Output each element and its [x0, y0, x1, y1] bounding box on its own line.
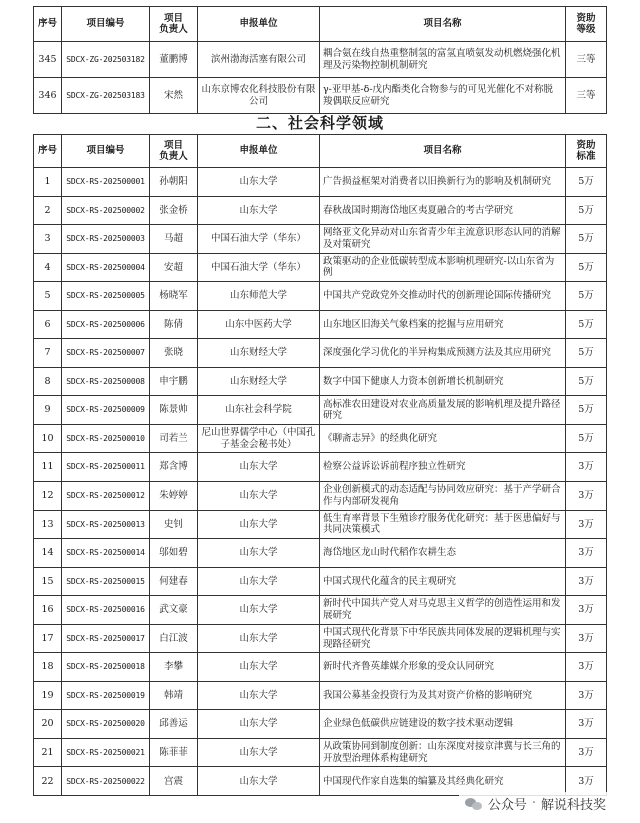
cell-unit: 中国石油大学（华东） [198, 225, 320, 254]
cell-code: SDCX-RS-202500008 [62, 367, 150, 396]
cell-grade: 5万 [566, 367, 607, 396]
table-row [34, 482, 607, 511]
cell-grade: 5万 [566, 396, 607, 425]
cell-code: SDCX-RS-202500001 [62, 168, 150, 197]
cell-index: 20 [34, 710, 62, 739]
table-row [34, 225, 607, 254]
cell-leader: 马超 [150, 225, 198, 254]
cell-index: 16 [34, 596, 62, 625]
cell-leader: 韩靖 [150, 681, 198, 710]
cell-unit: 山东大学 [198, 168, 320, 197]
cell-unit: 山东大学 [198, 482, 320, 511]
cell-grade: 5万 [566, 253, 607, 282]
wechat-icon [465, 797, 483, 811]
cell-code: SDCX-RS-202500007 [62, 339, 150, 368]
separator: · [531, 796, 536, 811]
cell-grade: 5万 [566, 424, 607, 453]
cell-leader: 邬如碧 [150, 539, 198, 568]
header-leader: 项目 负责人 [150, 135, 198, 168]
cell-title: 山东地区旧海关气象档案的挖掘与应用研究 [320, 310, 566, 339]
table-row [34, 539, 607, 568]
cell-index: 18 [34, 653, 62, 682]
cell-leader: 董鹏博 [150, 42, 198, 78]
cell-index: 8 [34, 367, 62, 396]
cell-unit: 山东大学 [198, 567, 320, 596]
wechat-account-badge[interactable] [459, 792, 612, 815]
cell-code: SDCX-RS-202500010 [62, 424, 150, 453]
cell-title: 中国式现代化蕴含的民主观研究 [320, 567, 566, 596]
cell-code: SDCX-RS-202500018 [62, 653, 150, 682]
header-unit: 申报单位 [198, 7, 320, 42]
table-row [34, 453, 607, 482]
cell-leader: 杨晓军 [150, 282, 198, 311]
cell-code: SDCX-RS-202500022 [62, 767, 150, 796]
cell-title: 春秋战国时期海岱地区夷夏融合的考古学研究 [320, 196, 566, 225]
cell-unit: 山东京博农化科技股份有限公司 [198, 78, 320, 114]
cell-title: 耦合氨在线自热重整制氢的富氢直喷氨发动机燃烧强化机理及污染物控制机制研究 [320, 42, 566, 78]
cell-grade: 3万 [566, 567, 607, 596]
cell-unit: 山东财经大学 [198, 339, 320, 368]
table-row [34, 42, 607, 78]
cell-title: 我国公募基金投资行为及其对资产价格的影响研究 [320, 681, 566, 710]
cell-unit: 山东大学 [198, 710, 320, 739]
cell-unit: 中国石油大学（华东） [198, 253, 320, 282]
cell-unit: 滨州渤海活塞有限公司 [198, 42, 320, 78]
cell-leader: 孙朝阳 [150, 168, 198, 197]
header-index: 序号 [34, 135, 62, 168]
cell-grade: 3万 [566, 710, 607, 739]
cell-title: 企业绿色低碳供应链建设的数字技术驱动逻辑 [320, 710, 566, 739]
cell-code: SDCX-RS-202500004 [62, 253, 150, 282]
table-social-science [33, 134, 607, 796]
table-row [34, 367, 607, 396]
table-row [34, 78, 607, 114]
table-row [34, 282, 607, 311]
header-standard: 资助 标准 [566, 135, 607, 168]
cell-grade: 3万 [566, 482, 607, 511]
cell-title: 检察公益诉讼诉前程序独立性研究 [320, 453, 566, 482]
cell-unit: 山东师范大学 [198, 282, 320, 311]
cell-unit: 山东大学 [198, 653, 320, 682]
cell-leader: 张晓 [150, 339, 198, 368]
cell-leader: 史钊 [150, 510, 198, 539]
cell-code: SDCX-RS-202500003 [62, 225, 150, 254]
cell-index: 3 [34, 225, 62, 254]
cell-index: 22 [34, 767, 62, 796]
cell-code: SDCX-RS-202500021 [62, 738, 150, 767]
cell-code: SDCX-RS-202500019 [62, 681, 150, 710]
cell-leader: 朱婷婷 [150, 482, 198, 511]
cell-grade: 5万 [566, 339, 607, 368]
cell-unit: 山东大学 [198, 510, 320, 539]
cell-title: 高标准农田建设对农业高质量发展的影响机理及提升路径研究 [320, 396, 566, 425]
cell-index: 1 [34, 168, 62, 197]
cell-title: 海岱地区龙山时代稻作农耕生态 [320, 539, 566, 568]
table-row [34, 510, 607, 539]
cell-grade: 3万 [566, 681, 607, 710]
cell-leader: 陈菲菲 [150, 738, 198, 767]
cell-code: SDCX-ZG-202503183 [62, 78, 150, 114]
cell-unit: 山东大学 [198, 453, 320, 482]
cell-grade: 3万 [566, 767, 607, 796]
cell-code: SDCX-RS-202500014 [62, 539, 150, 568]
cell-index: 7 [34, 339, 62, 368]
cell-index: 21 [34, 738, 62, 767]
cell-code: SDCX-RS-202500012 [62, 482, 150, 511]
table-row [34, 253, 607, 282]
cell-index: 19 [34, 681, 62, 710]
cell-title: 《聊斋志异》的经典化研究 [320, 424, 566, 453]
cell-code: SDCX-RS-202500016 [62, 596, 150, 625]
header-unit: 申报单位 [198, 135, 320, 168]
cell-grade: 5万 [566, 225, 607, 254]
cell-index: 12 [34, 482, 62, 511]
section-title: 二、社会科学领域 [255, 114, 384, 132]
table-header-row [34, 135, 607, 168]
table-row [34, 710, 607, 739]
cell-grade: 3万 [566, 738, 607, 767]
cell-title: 新时代中国共产党人对马克思主义哲学的创造性运用和发展研究 [320, 596, 566, 625]
cell-leader: 邱善运 [150, 710, 198, 739]
cell-unit: 山东社会科学院 [198, 396, 320, 425]
cell-code: SDCX-RS-202500002 [62, 196, 150, 225]
cell-unit: 尼山世界儒学中心（中国孔子基金会秘书处） [198, 424, 320, 453]
table-row [34, 339, 607, 368]
cell-title: 政策驱动的企业低碳转型成本影响机理研究-以山东省为例 [320, 253, 566, 282]
cell-grade: 3万 [566, 453, 607, 482]
cell-grade: 5万 [566, 196, 607, 225]
cell-title: 低生育率背景下生殖诊疗服务优化研究：基于医患偏好与共同决策模式 [320, 510, 566, 539]
cell-index: 10 [34, 424, 62, 453]
cell-index: 2 [34, 196, 62, 225]
table-row [34, 681, 607, 710]
table-header-row [34, 7, 607, 42]
table-row [34, 396, 607, 425]
cell-title: 企业创新模式的动态适配与协同效应研究：基于产学研合作与内部研发视角 [320, 482, 566, 511]
cell-unit: 山东大学 [198, 681, 320, 710]
cell-unit: 山东大学 [198, 624, 320, 653]
cell-title: γ-亚甲基-δ-戊内酯类化合物参与的可见光催化不对称脱羧偶联反应研究 [320, 78, 566, 114]
cell-index: 6 [34, 310, 62, 339]
table-body [34, 168, 607, 796]
cell-index: 11 [34, 453, 62, 482]
cell-code: SDCX-RS-202500009 [62, 396, 150, 425]
table-body [34, 42, 607, 114]
cell-code: SDCX-RS-202500011 [62, 453, 150, 482]
table-row [34, 424, 607, 453]
cell-leader: 何建春 [150, 567, 198, 596]
cell-index: 17 [34, 624, 62, 653]
cell-grade: 三等 [566, 78, 607, 114]
cell-grade: 3万 [566, 539, 607, 568]
header-code: 项目编号 [62, 7, 150, 42]
cell-unit: 山东大学 [198, 767, 320, 796]
cell-code: SDCX-RS-202500017 [62, 624, 150, 653]
cell-unit: 山东大学 [198, 738, 320, 767]
table-row [34, 168, 607, 197]
cell-leader: 宋然 [150, 78, 198, 114]
table-natural-science-continued [33, 6, 607, 114]
cell-title: 广告损益框架对消费者以旧换新行为的影响及机制研究 [320, 168, 566, 197]
cell-grade: 5万 [566, 282, 607, 311]
header-leader: 项目 负责人 [150, 7, 198, 42]
cell-leader: 司若兰 [150, 424, 198, 453]
table-row [34, 596, 607, 625]
cell-code: SDCX-RS-202500005 [62, 282, 150, 311]
cell-index: 9 [34, 396, 62, 425]
cell-index: 15 [34, 567, 62, 596]
cell-title: 中国共产党政党外交推动时代的创新理论国际传播研究 [320, 282, 566, 311]
header-title: 项目名称 [320, 135, 566, 168]
cell-code: SDCX-RS-202500006 [62, 310, 150, 339]
cell-index: 4 [34, 253, 62, 282]
header-index: 序号 [34, 7, 62, 42]
cell-index: 14 [34, 539, 62, 568]
table-row [34, 196, 607, 225]
cell-title: 从政策协同到制度创新：山东深度对接京津冀与长三角的开放型治理体系构建研究 [320, 738, 566, 767]
cell-grade: 3万 [566, 596, 607, 625]
cell-title: 深度强化学习优化的半异构集成预测方法及其应用研究 [320, 339, 566, 368]
cell-unit: 山东财经大学 [198, 367, 320, 396]
cell-title: 数字中国下健康人力资本创新增长机制研究 [320, 367, 566, 396]
cell-leader: 郑含博 [150, 453, 198, 482]
cell-unit: 山东大学 [198, 596, 320, 625]
table-row [34, 310, 607, 339]
cell-leader: 李攀 [150, 653, 198, 682]
cell-code: SDCX-RS-202500015 [62, 567, 150, 596]
cell-unit: 山东大学 [198, 539, 320, 568]
header-code: 项目编号 [62, 135, 150, 168]
cell-index: 13 [34, 510, 62, 539]
cell-unit: 山东中医药大学 [198, 310, 320, 339]
cell-grade: 3万 [566, 653, 607, 682]
cell-leader: 宫震 [150, 767, 198, 796]
cell-title: 网络亚文化异动对山东省青少年主流意识形态认同的消解及对策研究 [320, 225, 566, 254]
cell-leader: 安超 [150, 253, 198, 282]
wechat-label: 公众号 [487, 798, 527, 813]
table-row [34, 567, 607, 596]
header-grade: 资助 等级 [566, 7, 607, 42]
cell-leader: 陈倩 [150, 310, 198, 339]
wechat-account-name: 解说科技奖 [540, 798, 606, 813]
header-title: 项目名称 [320, 7, 566, 42]
cell-leader: 白江波 [150, 624, 198, 653]
cell-leader: 陈景帅 [150, 396, 198, 425]
cell-code: SDCX-RS-202500020 [62, 710, 150, 739]
cell-title: 中国现代作家自选集的编纂及其经典化研究 [320, 767, 566, 796]
cell-code: SDCX-RS-202500013 [62, 510, 150, 539]
cell-grade: 3万 [566, 624, 607, 653]
cell-leader: 武文豪 [150, 596, 198, 625]
cell-index: 345 [34, 42, 62, 78]
cell-index: 346 [34, 78, 62, 114]
cell-grade: 三等 [566, 42, 607, 78]
table-row [34, 653, 607, 682]
cell-grade: 5万 [566, 310, 607, 339]
cell-leader: 张金桥 [150, 196, 198, 225]
cell-title: 中国式现代化背景下中华民族共同体发展的逻辑机理与实现路径研究 [320, 624, 566, 653]
cell-unit: 山东大学 [198, 196, 320, 225]
cell-title: 新时代齐鲁英雄媒介形象的受众认同研究 [320, 653, 566, 682]
table-row [34, 624, 607, 653]
cell-grade: 5万 [566, 168, 607, 197]
cell-leader: 申宇鹏 [150, 367, 198, 396]
cell-code: SDCX-ZG-202503182 [62, 42, 150, 78]
cell-grade: 3万 [566, 510, 607, 539]
cell-index: 5 [34, 282, 62, 311]
table-row [34, 738, 607, 767]
